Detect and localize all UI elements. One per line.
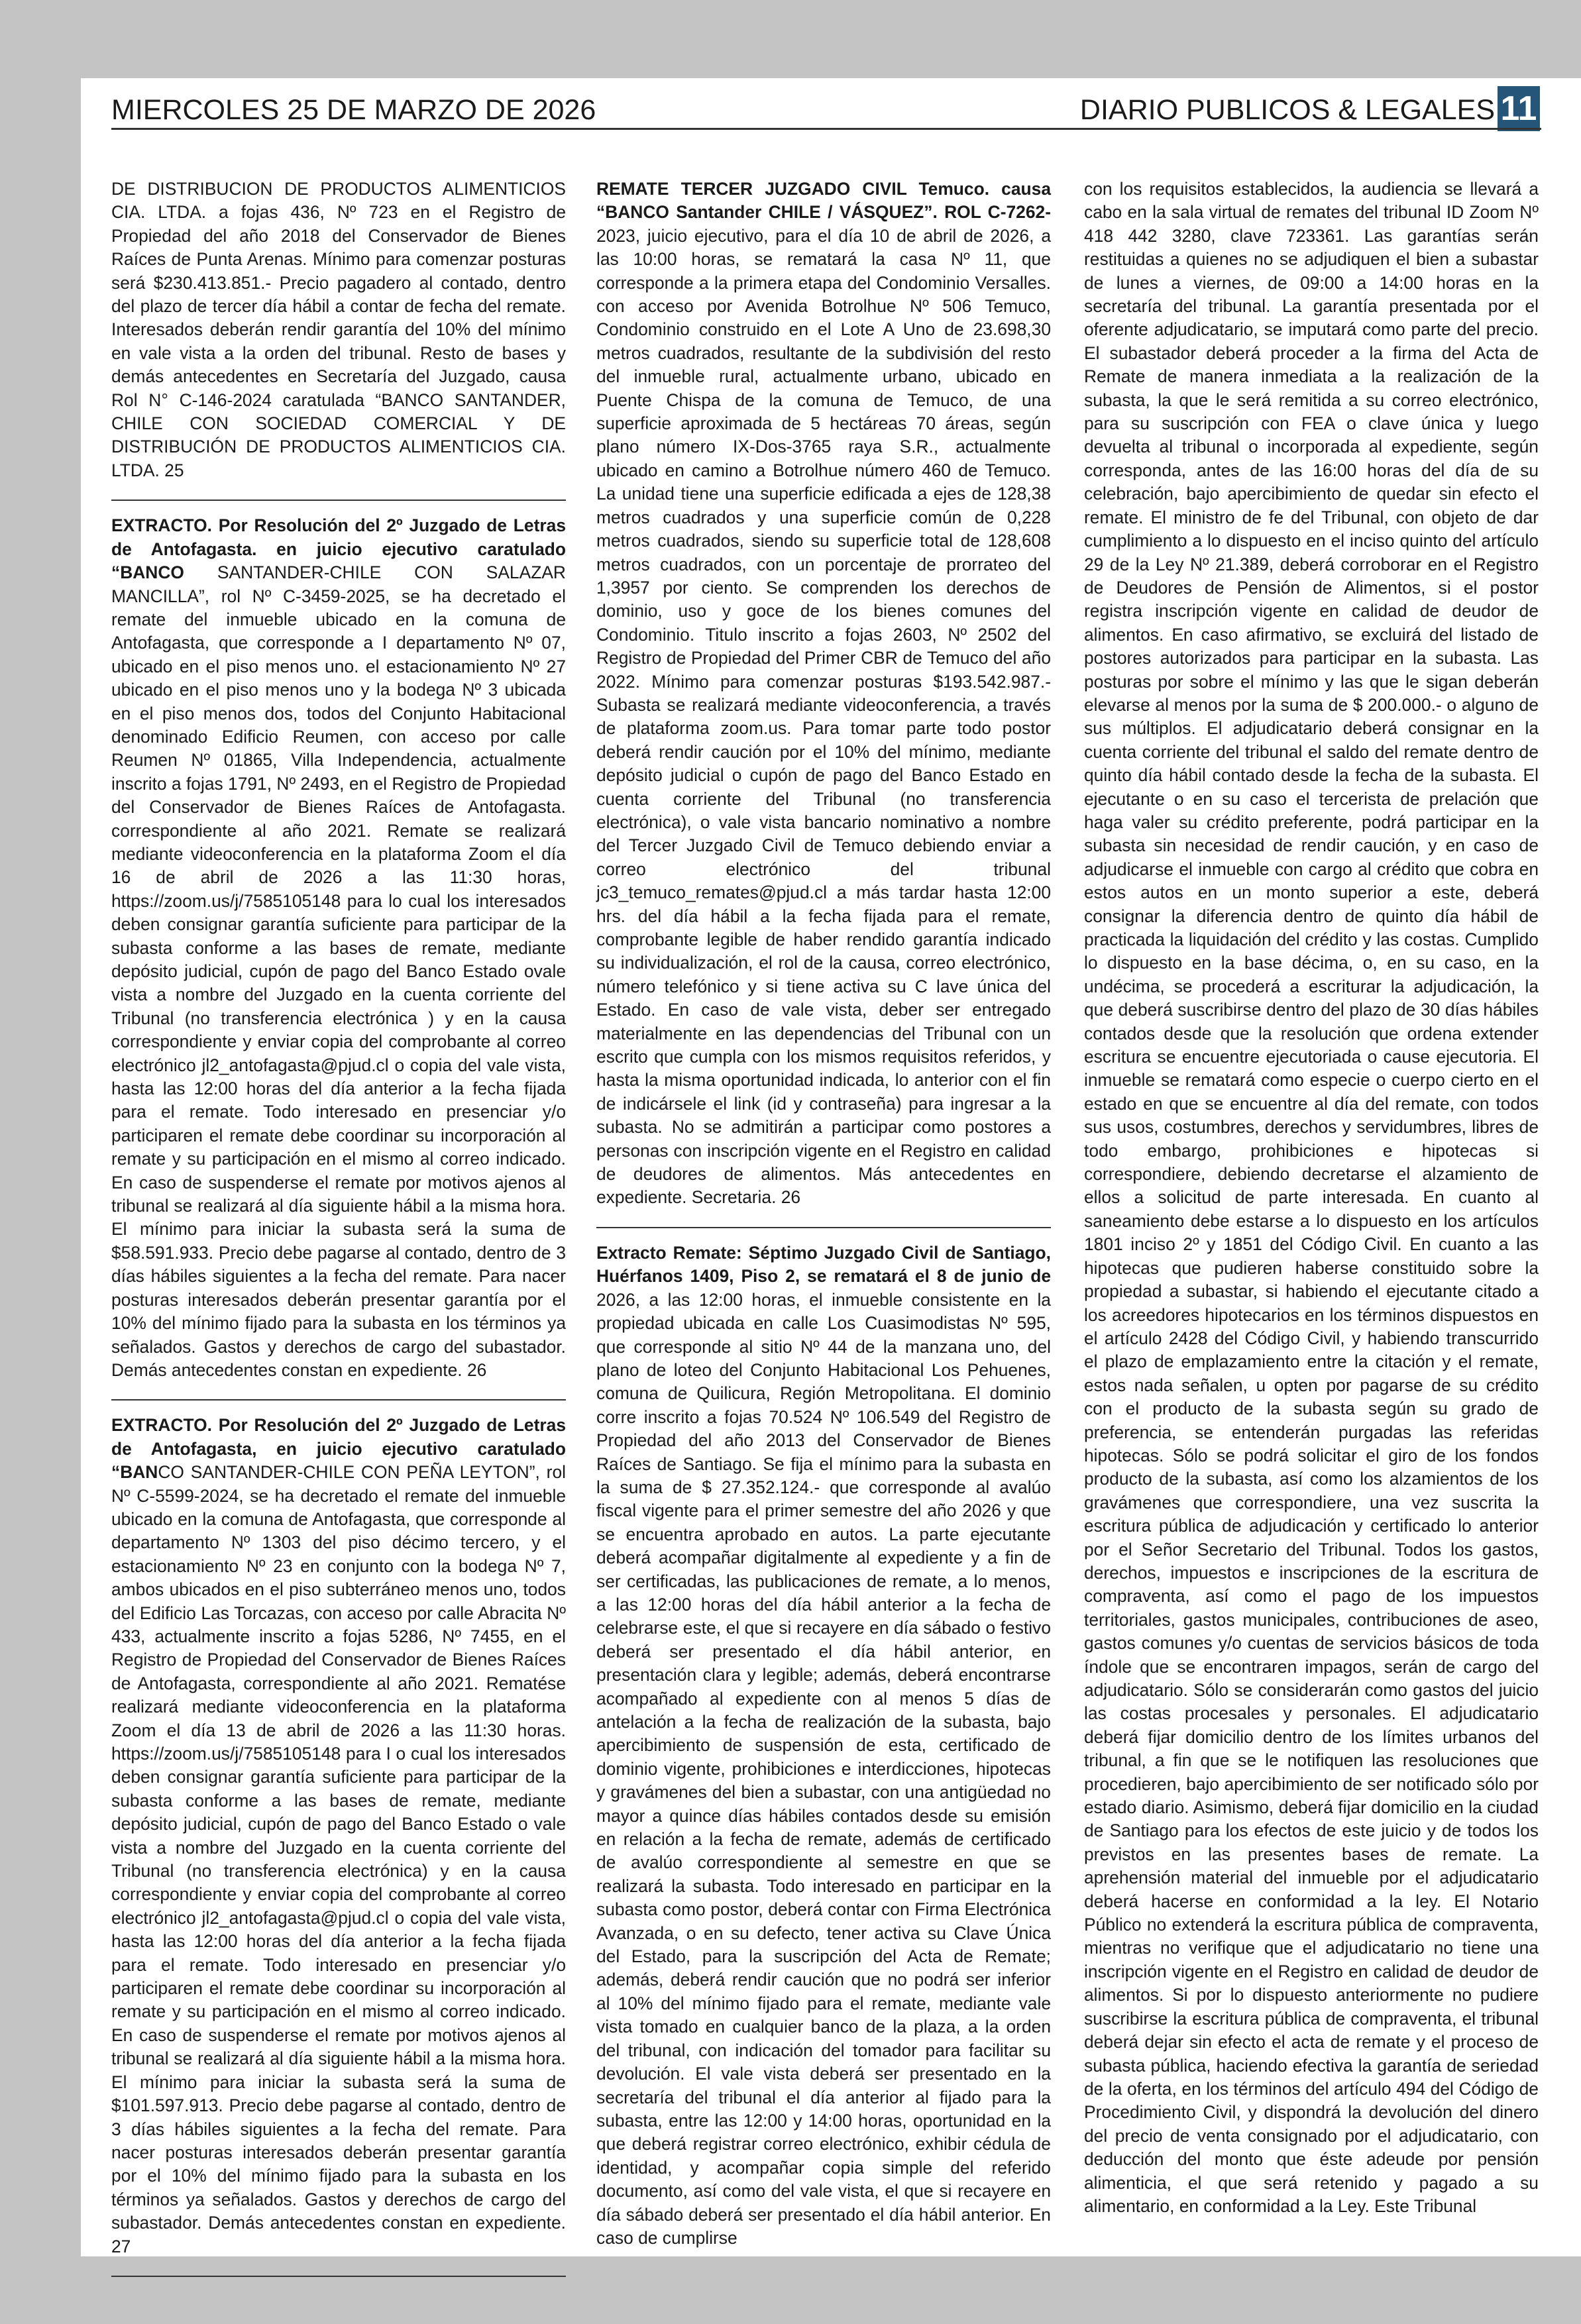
issue-date: MIERCOLES 25 DE MARZO DE 2026 — [111, 94, 596, 126]
notice-heading: REMATE TERCER JUZGADO CIVIL Temuco. causa “BANCO Santander CHILE / VÁSQUEZ”. ROL C-7262- — [596, 179, 1051, 223]
page-number-badge: 11 — [1498, 86, 1540, 131]
notice-antofagasta-salazar — [111, 514, 566, 1382]
notice-santiago-continued — [1084, 178, 1539, 2218]
notice-divider — [596, 1227, 1051, 1228]
notice-santiago — [596, 1241, 1051, 2250]
column-middle — [596, 178, 1051, 2250]
notice-divider — [111, 2276, 566, 2277]
notice-body: DE DISTRIBUCION DE PRODUCTOS ALIMENTICIOS CIA. LTDA. a fojas 436, Nº 723 en el Registro de Propiedad del año 2018 del Conservador de Bienes Raíces de Punta Arenas. Mínimo para comenzar posturas será $230.413.851.- Precio pagadero al contado, dentro del plazo de tercer día hábil a contar de fecha del remate. Interesados deberán rendir garantía del 10% del mínimo en vale vista a la orden del tribunal. Resto de bases y demás antecedentes en Secretaría del Juzgado, causa Rol N° C-146-2024 caratulada “BANCO SANTANDER, CHILE CON SOCIEDAD COMERCIAL Y DE DISTRIBUCIÓN DE PRODUCTOS ALIMENTICIOS CIA. LTDA. 25 — [111, 179, 566, 480]
column-left — [111, 178, 566, 2290]
notice-body: 2023, juicio ejecutivo, para el día 10 de abril de 2026, a las 10:00 horas, se rematará la casa Nº 11, que corresponde a la primera etapa del Condominio Versalles. con acceso por Avenida Botrolhue Nº 506 Temuco, Condominio construido en el Lote A Uno de 23.698,30 metros cuadrados, resultante de la subdivisión del resto del inmueble rural, actualmente urbano, ubicado en Puente Chispa de la comuna de Temuco, de una superficie aproximada de 5 hectáreas 70 áreas, según plano número IX-Dos-3765 raya S.R., actualmente ubicado en camino a Botrolhue número 460 de Temuco. La unidad tiene una superficie edificada a ejes de 128,38 metros cuadrados y una superficie común de 0,228 metros cuadrados, siendo su superficie total de 128,608 metros cuadrados, con un porcentaje de prorrateo del 1,3957 por ciento. Se comprenden los derechos de dominio, uso y goce de los bienes comunes del Condominio. Titulo inscrito a fojas 2603, Nº 2502 del Registro de Propiedad del Primer CBR de Temuco del año 2022. Mínimo para comenzar posturas $193.542.987.- Subasta se realizará mediante videoconferencia, a través de plataforma zoom.us. Para tomar parte todo postor deberá rendir caución por el 10% del mínimo, mediante depósito judicial o cupón de pago del Banco Estado en cuenta corriente del Tribunal (no transferencia electrónica), o vale vista bancario nominativo a nombre del Tercer Juzgado Civil de Temuco debiendo enviar a correo electrónico del tribunal jc3_temuco_remates@pjud.cl a más tardar hasta 12:00 hrs. del día hábil a la fecha fijada para el remate, comprobante legible de haber rendido garantía indicado su individualización, el rol de la causa, correo electrónico, número telefónico y si tiene activa su C lave única del Estado. En caso de vale vista, deber ser entregado materialmente en las dependencias del Tribunal con un escrito que cumpla con los mismos requisitos referidos, y hasta la misma oportunidad indicada, lo anterior con el fin de indicársele el link (id y contraseña) para ingresar a la subasta. No se admitirán a participar como postores a personas con inscripción vigente en el Registro en calidad de deudores de alimentos. Más antecedentes en expediente. Secretaria. 26 — [596, 225, 1051, 1208]
column-right — [1084, 178, 1539, 2218]
notice-heading: EXTRACTO. Por Resolución del 2º Juzgado de Letras de Antofagasta, en juicio ejecutivo caratulado “BAN — [111, 1415, 566, 1483]
notice-divider — [111, 500, 566, 501]
header-rule — [111, 128, 1541, 130]
publication-title: DIARIO PUBLICOS & LEGALES — [1079, 94, 1495, 126]
notice-body: con los requisitos establecidos, la audiencia se llevará a cabo en la sala virtual de remates del tribunal ID Zoom Nº 418 442 3280, clave 723361. Las garantías serán restituidas a quienes no se adjudiquen el bien a subastar de lunes a viernes, de 09:00 a 14:00 horas en la secretaría del tribunal. La garantía presentada por el oferente adjudicatario, se imputará como parte del precio. El subastador deberá proceder a la firma del Acta de Remate de manera inmediata a la realización de la subasta, la que le será remitida a su correo electrónico, para su suscripción con FEA o clave única y luego devuelta al tribunal o incorporada al expediente, según corresponda, antes de las 16:00 horas del día de su celebración, bajo apercibimiento de quedar sin efecto el remate. El ministro de fe del Tribunal, con objeto de dar cumplimiento a lo dispuesto en el inciso quinto del artículo 29 de la Ley Nº 21.389, deberá corroborar en el Registro de Deudores de Pensión de Alimentos, si el postor registra inscripción vigente en calidad de deudor de alimentos. En caso afirmativo, se excluirá del listado de postores autorizados para participar en la subasta. Las posturas por sobre el mínimo y las que le sigan deberán elevarse al menos por la suma de $ 200.000.- o alguno de sus múltiplos. El adjudicatario deberá consignar en la cuenta corriente del tribunal el saldo del remate dentro de quinto día hábil contado desde la fecha de la subasta. El ejecutante o en su caso el tercerista de prelación que haga valer su crédito preferente, podrá participar en la subasta sin necesidad de rendir caución, y en caso de adjudicarse el inmueble con cargo al crédito que cobra en estos autos en un monto superior a este, deberá consignar la diferencia dentro de quinto día hábil de practicada la liquidación del crédito y las costas. Cumplido lo dispuesto en la base décima, o, en su caso, en la undécima, se procederá a escriturar la adjudicación, la que deberá suscribirse dentro del plazo de 30 días hábiles contados desde que la resolución que ordena extender escritura se encuentre ejecutoriada o cause ejecutoria. El inmueble se rematará como especie o cuerpo cierto en el estado en que se encuentre al día del remate, con todos sus usos, costumbres, derechos y servidumbres, libres de todo embargo, prohibiciones e hipotecas si correspondiere, debiendo decretarse el alzamiento de ellos a solicitud de parte interesada. En cuanto al saneamiento debe estarse a lo dispuesto en los artículos 1801 inciso 2º y 1851 del Código Civil. En cuanto a las hipotecas que pudieren haberse constituido sobre la propiedad a subastar, si habiendo el ejecutante citado a los acreedores hipotecarios en los términos dispuestos en el artículo 2428 del Código Civil, y habiendo transcurrido el plazo de emplazamiento entre la citación y el remate, estos nada señalen, u opten por pagarse de su crédito con el producto de la subasta según su grado de preferencia, se entenderán purgadas las referidas hipotecas. Sólo se podrá solicitar el giro de los fondos producto de la subasta, así como los alzamientos de los gravámenes que correspondiere, una vez suscrita la escritura pública de adjudicación y certificado lo anterior por el Señor Secretario del Tribunal. Todos los gastos, derechos, impuestos e inscripciones de la escritura de compraventa, así como el pago de los impuestos territoriales, gastos municipales, contribuciones de aseo, gastos comunes y/o cuentas de servicios básicos de toda índole que se encontraren impagos, serán de cargo del adjudicatario. Sólo se considerarán como gastos del juicio las costas procesales y personales. El adjudicatario deberá fijar domicilio dentro de los límites urbanos del tribunal, a fin que se le notifiquen las resoluciones que procedieren, bajo apercibimiento de ser notificado sólo por estado diario. Asimismo, deberá fijar domicilio en la ciudad de Santiago para los efectos de este juicio y de todos los previstos en las presentes bases de remate. La aprehensión material del inmueble por el adjudicatario deberá hacerse en conformidad a la ley. El Notario Público no extenderá la escritura pública de compraventa, mientras no verifique que el adjudicatario no tiene una inscripción vigente en el Registro en calidad de deudor de alimentos. Si por lo dispuesto anteriormente no pudiere suscribirse la escritura pública de compraventa, el tribunal deberá dejar sin efecto el acta de remate y el proceso de subasta pública, haciendo efectiva la garantía de seriedad de la oferta, en los términos del artículo 494 del Código de Procedimiento Civil, y dispondrá la devolución del dinero del precio de venta consignado por el adjudicatario, con deducción del monto que éste adeude por pensión alimenticia, el que será retenido y pagado a su alimentario, en conformidad a la Ley. Este Tribunal — [1084, 179, 1539, 2216]
notice-body: 2026, a las 12:00 horas, el inmueble consistente en la propiedad ubicada en calle Los Cuasimodistas Nº 595, que corresponde al sitio Nº 44 de la manzana uno, del plano de loteo del Conjunto Habitacional Los Pehuenes, comuna de Quilicura, Región Metropolitana. El dominio corre inscrito a fojas 70.524 Nº 106.549 del Registro de Propiedad del año 2013 del Conservador de Bienes Raíces de Santiago. Se fija el mínimo para la subasta en la suma de $ 27.352.124.- que corresponde al avalúo fiscal vigente para el primer semestre del año 2026 y que se encuentra aprobado en autos. La parte ejecutante deberá acompañar digitalmente al expediente y a fin de ser certificadas, las publicaciones de remate, a lo menos, a las 12:00 horas del día hábil anterior a la fecha de celebrarse este, el que si recayere en día sábado o festivo deberá ser presentado el día hábil anterior, en presentación clara y legible; además, deberá encontrarse acompañado al expediente con al menos 5 días de antelación a la fecha de realización de la subasta, bajo apercibimiento de suspensión de esta, certificado de dominio vigente, prohibiciones e interdicciones, hipotecas y gravámenes del bien a subastar, con una antigüedad no mayor a quince días hábiles contados desde su emisión en relación a la fecha de remate, además de certificado de avalúo correspondiente al semestre en que se realizará la subasta. Todo interesado en participar en la subasta como postor, deberá contar con Firma Electrónica Avanzada, o en su defecto, tener activa su Clave Única del Estado, para la suscripción del Acta de Remate; además, deberá rendir caución que no podrá ser inferior al 10% del mínimo fijado para el remate, mediante vale vista tomado en cualquier banco de la plaza, a la orden del tribunal, con indicación del tomador para facilitar su devolución. El vale vista deberá ser presentado en la secretaría del tribunal el día anterior al fijado para la subasta, entre las 12:00 y 14:00 horas, oportunidad en la que deberá registrar correo electrónico, exhibir cédula de identidad, y acompañar copia simple del referido documento, así como del vale vista, el que si recayere en día sábado deberá ser presentado el día hábil anterior. En caso de cumplirse — [596, 1289, 1051, 2248]
notice-antofagasta-pena — [111, 1414, 566, 2258]
notice-temuco — [596, 178, 1051, 1210]
notice-heading: Extracto Remate: Séptimo Juzgado Civil de Santiago, Huérfanos 1409, Piso 2, se rematará el 8 de junio de — [596, 1242, 1051, 1287]
notice-heading: EXTRACTO. Por Resolución del 2º Juzgado de Letras de Antofagasta. en juicio ejecutivo caratulado “BANCO — [111, 515, 566, 583]
notice-body: SANTANDER-CHILE CON SALAZAR MANCILLA”, rol Nº C-3459-2025, se ha decretado el remate del inmueble ubicado en la comuna de Antofagasta, que corresponde a I departamento Nº 07, ubicado en el piso menos uno. el estacionamiento Nº 27 ubicado en el piso menos uno y la bodega Nº 3 ubicada en el piso menos dos, todos del Conjunto Habitacional denominado Edificio Reumen, con acceso por calle Reumen Nº 01865, Villa Independencia, actualmente inscrito a fojas 1791, Nº 2493, en el Registro de Propiedad del Conservador de Bienes Raíces de Antofagasta. correspondiente al año 2021. Remate se realizará mediante videoconferencia en la plataforma Zoom el día 16 de abril de 2026 a las 11:30 horas, https://zoom.us/j/7585105148 para lo cual los interesados deben consignar garantía suficiente para participar de la subasta conforme a las bases de remate, mediante depósito judicial, cupón de pago del Banco Estado ovale vista a nombre del Juzgado en la cuenta corriente del Tribunal (no transferencia electrónica ) y en la causa correspondiente y enviar copia del comprobante al correo electrónico jl2_antofagasta@pjud.cl o copia del vale vista, hasta las 12:00 horas del día anterior a la fecha fijada para el remate. Todo interesado en presenciar y/o participaren el remate debe coordinar su incorporación al remate y su participación en el mismo al correo indicado. En caso de suspenderse el remate por motivos ajenos al tribunal se realizará al día siguiente hábil a la misma hora. El mínimo para iniciar la subasta será la suma de $58.591.933. Precio debe pagarse al contado, dentro de 3 días hábiles siguientes a la fecha del remate. Para nacer posturas interesados deberán presentar garantía por el 10% del mínimo fijado para la subasta en los términos ya señalados. Gastos y derechos de cargo del subastador. Demás antecedentes constan en expediente. 26 — [111, 562, 566, 1380]
notice-continued — [111, 178, 566, 482]
notice-divider — [111, 1399, 566, 1400]
notice-body: CO SANTANDER-CHILE CON PEÑA LEYTON”, rol Nº C-5599-2024, se ha decretado el remate del inmueble ubicado en la comuna de Antofagasta, que corresponde al departamento Nº 1303 del piso décimo tercero, y el estacionamiento Nº 23 en conjunto con la bodega Nº 7, ambos ubicados en el piso subterráneo menos uno, todos del Edificio Las Torcazas, con acceso por calle Abracita Nº 433, actualmente inscrito a fojas 5286, Nº 7455, en el Registro de Propiedad del Conservador de Bienes Raíces de Antofagasta, correspondiente al año 2021. Rematése realizará mediante videoconferencia en la plataforma Zoom el día 13 de abril de 2026 a las 11:30 horas. https://zoom.us/j/7585105148 para I o cual los interesados deben consignar garantía suficiente para participar de la subasta conforme a las bases de remate, mediante depósito judicial, cupón de pago del Banco Estado o vale vista a nombre del Juzgado en la cuenta corriente del Tribunal (no transferencia electrónica) y en la causa correspondiente y enviar copia del comprobante al correo electrónico jl2_antofagasta@pjud.cl o copia del vale vista, hasta las 12:00 horas del día anterior a la fecha fijada para el remate. Todo interesado en presenciar y/o participaren el remate debe coordinar su incorporación al remate y su participación en el mismo al correo indicado. En caso de suspenderse el remate por motivos ajenos al tribunal se realizará al día siguiente hábil a la misma hora. El mínimo para iniciar la subasta será la suma de $101.597.913. Precio debe pagarse al contado, dentro de 3 días hábiles siguientes a la fecha del remate. Para nacer posturas interesados deberán presentar garantía por el 10% del mínimo fijado para la subasta en los términos ya señalados. Gastos y derechos de cargo del subastador. Demás antecedentes constan en expediente. 27 — [111, 1462, 566, 2256]
